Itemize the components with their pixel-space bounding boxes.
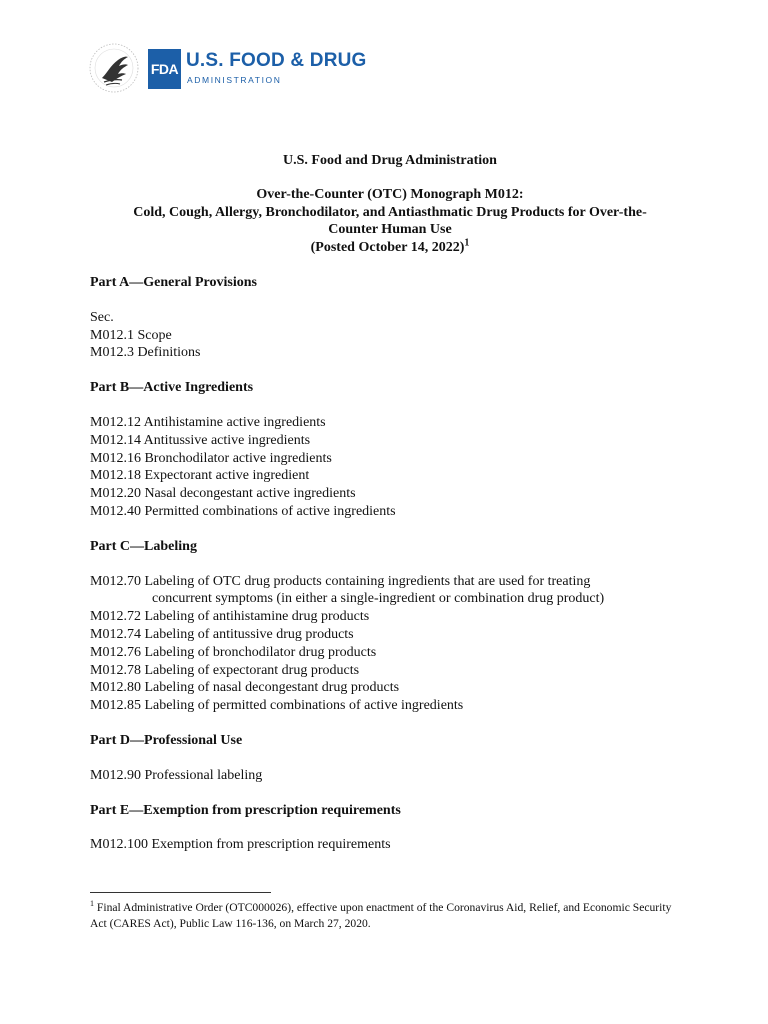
part-heading: Part D—Professional Use — [90, 732, 243, 748]
footnote-reference[interactable]: 1 — [464, 237, 470, 249]
hhs-seal-icon — [88, 42, 140, 94]
section-item: M012.40 Permitted combinations of active ingredients — [90, 503, 396, 519]
section-continuation: concurrent symptoms (in either a single-ingredient or combination drug product) — [152, 591, 605, 607]
document-body — [90, 150, 690, 854]
section-item: M012.20 Nasal decongestant active ingredients — [90, 486, 356, 502]
section-item: M012.16 Bronchodilator active ingredients — [90, 450, 332, 466]
section-list — [90, 767, 690, 785]
footnote-divider — [90, 892, 271, 893]
section-item: M012.12 Antihistamine active ingredients — [90, 414, 326, 430]
section-item: M012.90 Professional labeling — [90, 767, 263, 783]
parts-list — [90, 274, 690, 854]
section-item: M012.85 Labeling of permitted combinations of active ingredients — [90, 698, 464, 714]
part-heading: Part E—Exemption from prescription requirements — [90, 802, 401, 818]
section-item: M012.18 Expectorant active ingredient — [90, 468, 310, 484]
fda-logo-name: U.S. FOOD & DRUG — [186, 50, 367, 71]
posted-date-text: (Posted October 14, 2022) — [310, 240, 465, 256]
section-item: M012.72 Labeling of antihistamine drug products — [90, 609, 370, 625]
part-heading: Part A—General Provisions — [90, 274, 257, 290]
section-item: M012.1 Scope — [90, 327, 172, 343]
section-item: M012.100 Exemption from prescription requirements — [90, 837, 391, 853]
section-list — [90, 836, 690, 854]
section-list — [90, 414, 690, 521]
section-item: Sec. — [90, 309, 114, 325]
section-list — [90, 309, 690, 362]
section-item: M012.80 Labeling of nasal decongestant drug products — [90, 680, 400, 696]
footnote — [90, 900, 690, 932]
header-logo — [88, 42, 367, 98]
section-list — [90, 573, 690, 715]
section-item: M012.3 Definitions — [90, 345, 201, 361]
section-item: M012.70 Labeling of OTC drug products containing ingredients that are used for treating — [90, 573, 591, 589]
footnote-marker: 1 — [90, 899, 94, 909]
org-title: U.S. Food and Drug Administration — [283, 153, 497, 168]
part-heading: Part B—Active Ingredients — [90, 380, 254, 396]
section-item: M012.74 Labeling of antitussive drug products — [90, 626, 354, 642]
footnote-text: Final Administrative Order (OTC000026), effective upon enactment of the Coronavirus Aid, Relief, and Economic Security Act (CARES Act), Public Law 116-136, on March 27, 2020. — [90, 901, 672, 930]
monograph-title-line: Over-the-Counter (OTC) Monograph M012: — [256, 186, 524, 202]
fda-logo-box: FDA — [148, 49, 181, 89]
section-item: M012.78 Labeling of expectorant drug products — [90, 662, 360, 678]
fda-logo-administration: ADMINISTRATION — [187, 75, 282, 85]
monograph-title — [90, 186, 690, 257]
section-item: M012.76 Labeling of bronchodilator drug products — [90, 644, 377, 660]
part-heading: Part C—Labeling — [90, 538, 197, 554]
section-item: M012.14 Antitussive active ingredients — [90, 432, 311, 448]
monograph-posted-date — [90, 239, 690, 257]
monograph-title-line: Counter Human Use — [328, 222, 452, 238]
monograph-title-line: Cold, Cough, Allergy, Bronchodilator, and Antiasthmatic Drug Products for Over-the- — [133, 204, 647, 220]
